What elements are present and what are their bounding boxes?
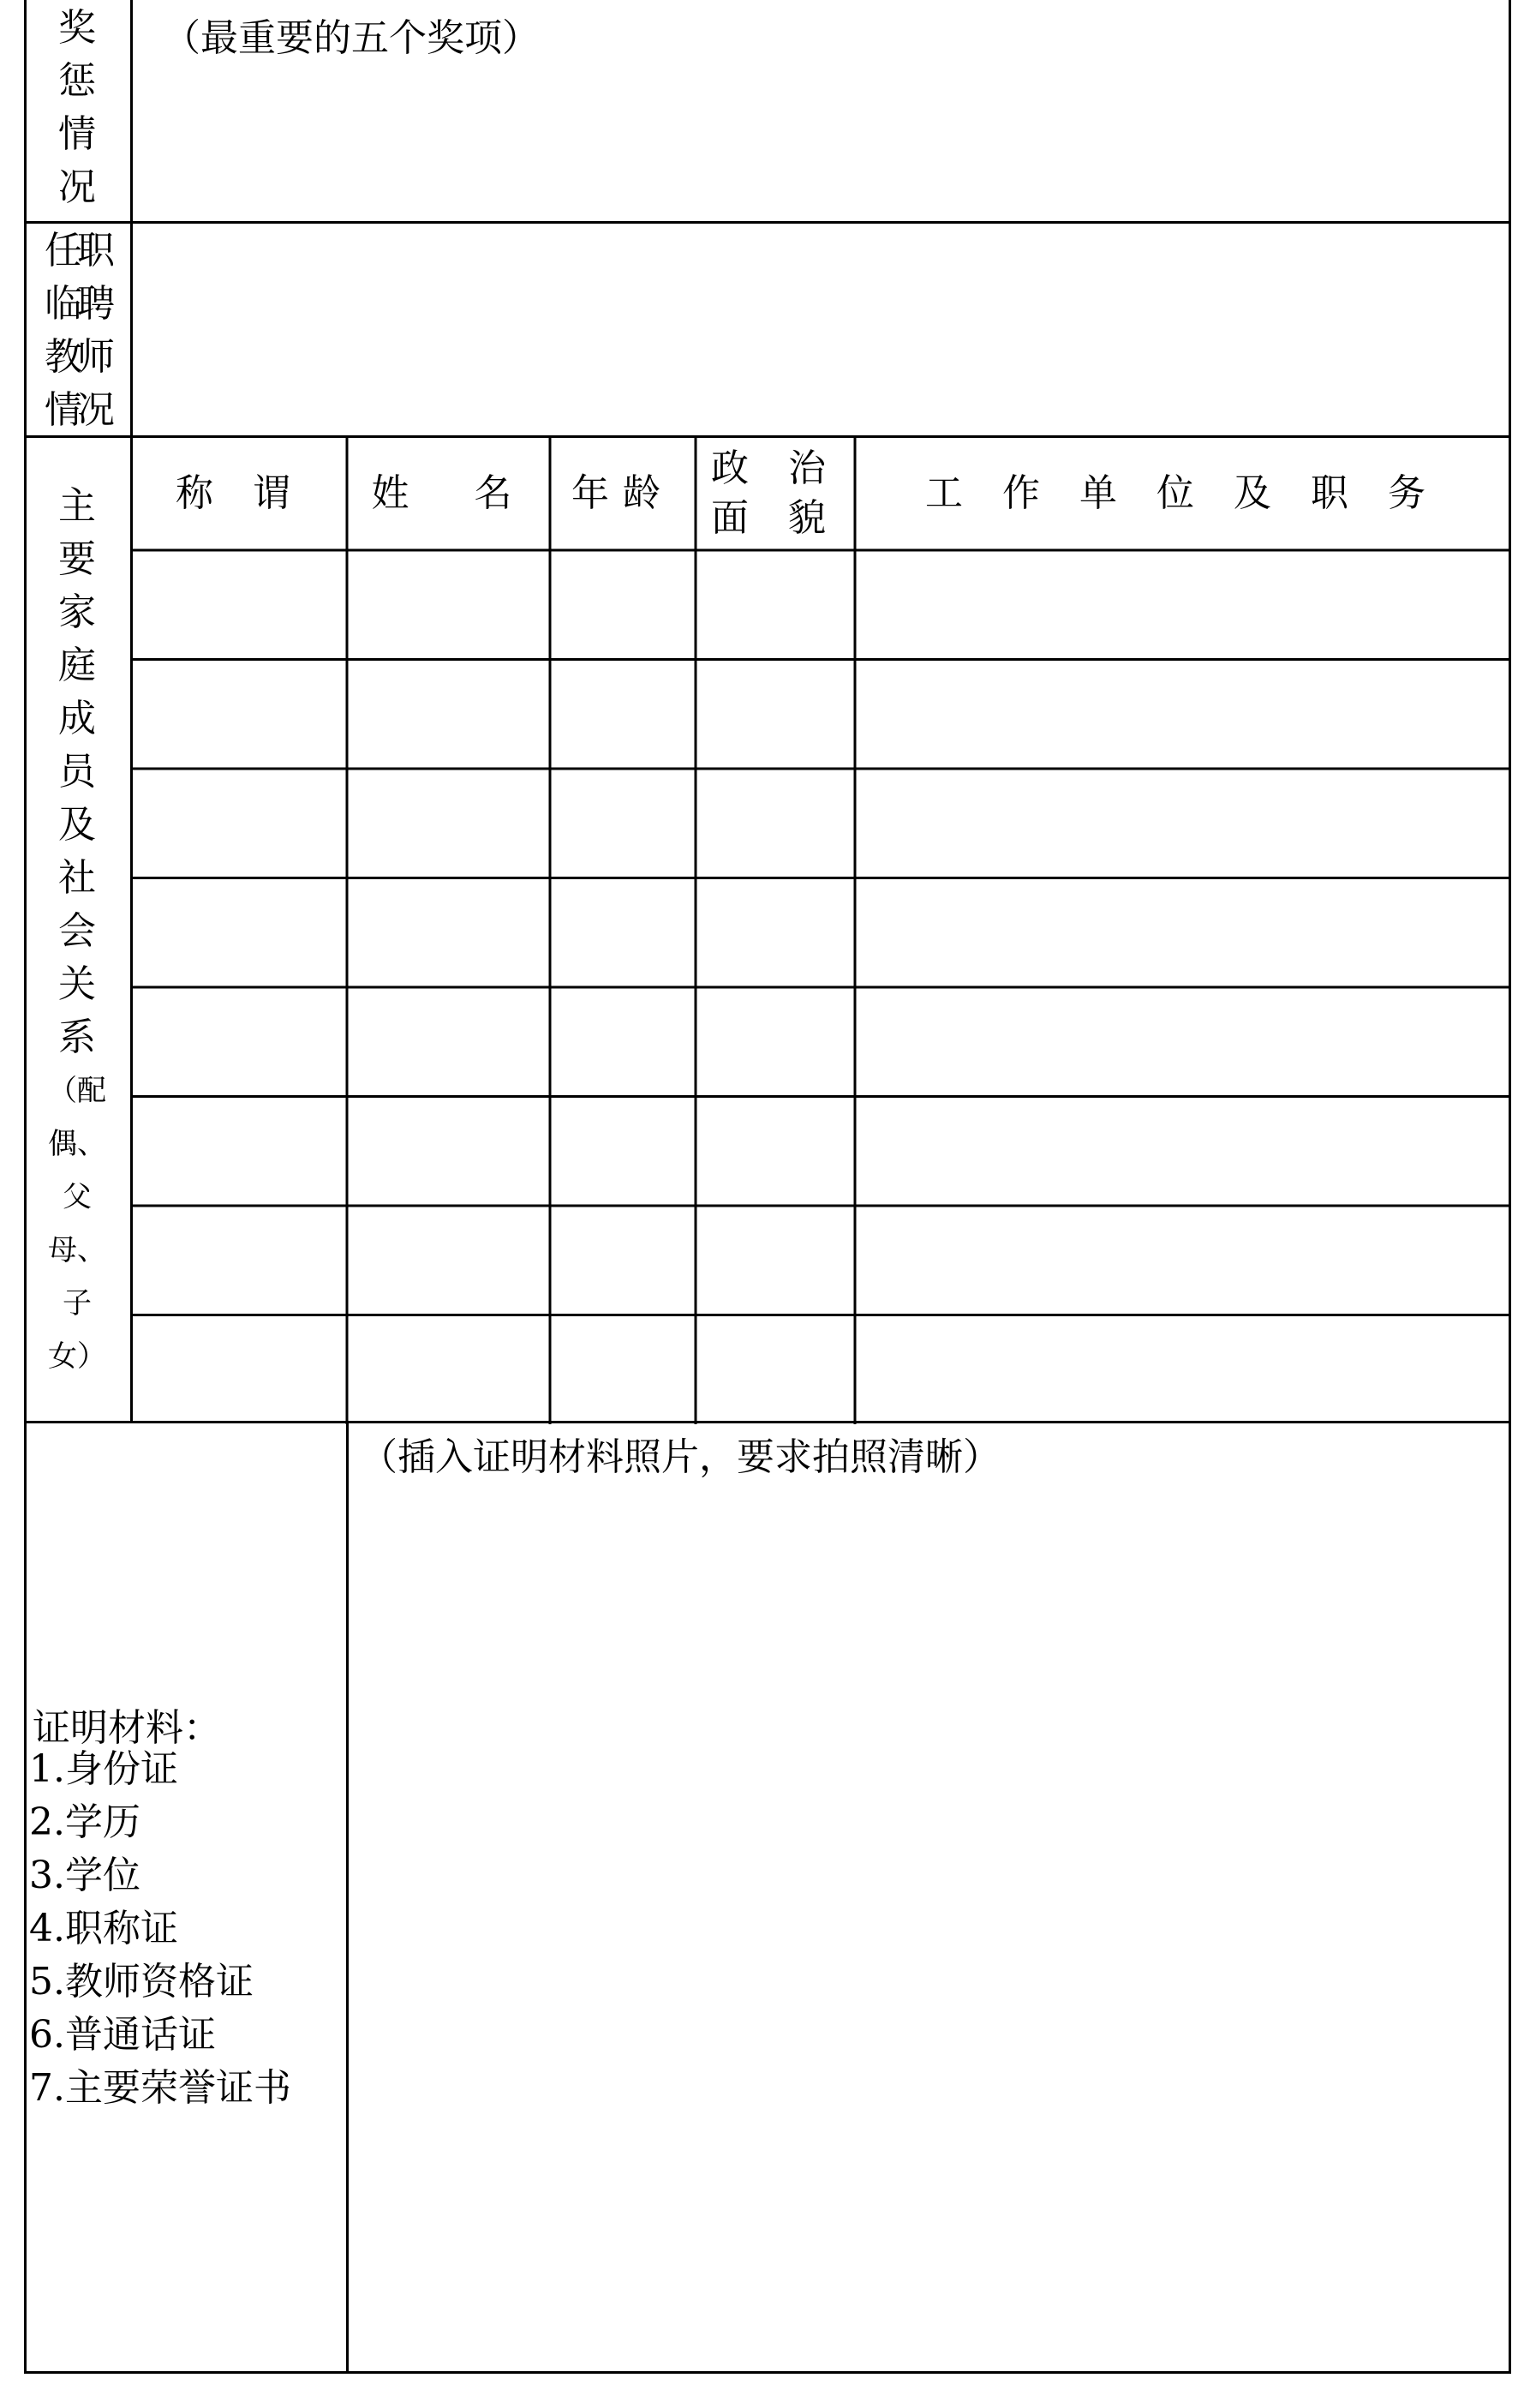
awards-note: （最重要的五个奖项）: [163, 16, 540, 60]
family-table-cell[interactable]: [135, 1099, 344, 1204]
family-col-header-2: 年龄: [571, 471, 674, 515]
family-table-cell[interactable]: [350, 1208, 547, 1313]
divider-proof-column: [346, 1423, 349, 2374]
family-table-cell[interactable]: [698, 1099, 852, 1204]
family-table-cell[interactable]: [135, 990, 344, 1094]
proof-list-item: 3.学位: [29, 1854, 140, 1897]
family-label-note-line-3: 母、: [48, 1233, 106, 1267]
family-col-header-4: 工 作 单 位 及 职 务: [925, 471, 1439, 515]
family-table-cell[interactable]: [858, 1318, 1507, 1423]
family-table-cell[interactable]: [698, 881, 852, 985]
proof-list-item: 2.学历: [29, 1800, 140, 1844]
family-table-cell[interactable]: [350, 1318, 547, 1423]
awards-label-char-2: 情: [58, 112, 96, 156]
proof-list-item: 7.主要荣誉证书: [29, 2066, 291, 2110]
family-col-header-0: 称 谓: [176, 471, 304, 515]
family-col-header-3: 政 治 面 貌: [711, 446, 840, 540]
post-label-line-2: 教师: [45, 335, 110, 379]
family-table-cell[interactable]: [135, 662, 344, 767]
family-table-cell[interactable]: [350, 1099, 547, 1204]
family-table-cell[interactable]: [698, 990, 852, 1094]
family-table-cell[interactable]: [698, 1208, 852, 1313]
family-table-cell[interactable]: [135, 771, 344, 876]
family-table-cell[interactable]: [350, 881, 547, 985]
family-label-char-5: 员: [58, 750, 96, 794]
post-label-line-0: 任职: [45, 229, 110, 273]
family-label-char-10: 系: [58, 1015, 96, 1059]
family-table-cell[interactable]: [553, 1208, 693, 1313]
family-label-char-1: 要: [58, 537, 96, 581]
family-table-cell[interactable]: [858, 1208, 1507, 1313]
family-table-cell[interactable]: [553, 881, 693, 985]
family-label-char-8: 会: [58, 909, 96, 953]
family-table-cell[interactable]: [698, 662, 852, 767]
family-table-cell[interactable]: [858, 553, 1507, 657]
proof-list-item: 5.教师资格证: [29, 1960, 254, 2004]
family-table-cell[interactable]: [698, 771, 852, 876]
family-table-cell[interactable]: [350, 553, 547, 657]
family-table-cell[interactable]: [350, 662, 547, 767]
family-label-note-line-5: 女）: [48, 1339, 106, 1374]
family-label-char-0: 主: [58, 484, 96, 528]
family-table-cell[interactable]: [858, 881, 1507, 985]
family-col-header-1: 姓 名: [371, 471, 526, 515]
family-table-cell[interactable]: [858, 662, 1507, 767]
family-label-char-3: 庭: [58, 644, 96, 687]
family-label-char-7: 社: [58, 856, 96, 900]
family-label-note-line-4: 子: [63, 1286, 92, 1321]
proof-list-item: 4.职称证: [29, 1907, 178, 1950]
awards-label-char-3: 况: [58, 165, 96, 209]
family-label-note-line-0: （配: [48, 1074, 106, 1108]
post-label-line-3: 情况: [45, 388, 110, 432]
family-table-cell[interactable]: [698, 553, 852, 657]
family-label-char-9: 关: [58, 962, 96, 1006]
family-table-cell[interactable]: [135, 1318, 344, 1423]
proof-list-item: 6.普通话证: [29, 2013, 216, 2057]
family-table-cell[interactable]: [553, 1318, 693, 1423]
family-table-cell[interactable]: [858, 771, 1507, 876]
family-table-cell[interactable]: [858, 1099, 1507, 1204]
family-table-cell[interactable]: [350, 771, 547, 876]
family-table-cell[interactable]: [553, 662, 693, 767]
proof-list: [29, 1743, 291, 2115]
awards-label-char-1: 惩: [58, 59, 96, 103]
family-table-cell[interactable]: [553, 990, 693, 1094]
family-table-cell[interactable]: [135, 553, 344, 657]
proof-title: 证明材料：: [33, 1706, 221, 1750]
family-table-cell[interactable]: [553, 1099, 693, 1204]
family-table-cell[interactable]: [858, 990, 1507, 1094]
post-label-line-1: 临聘: [45, 282, 110, 326]
family-label-note-line-2: 父: [63, 1180, 92, 1214]
proof-note: （插入证明材料照片，要求拍照清晰）: [360, 1435, 1001, 1479]
proof-photo-area[interactable]: [350, 1483, 1508, 2370]
family-table-cell[interactable]: [553, 771, 693, 876]
family-table-cell[interactable]: [135, 881, 344, 985]
family-table-cell[interactable]: [698, 1318, 852, 1423]
family-table-cell[interactable]: [350, 990, 547, 1094]
family-label-char-4: 成: [58, 697, 96, 740]
family-table-cell[interactable]: [135, 1208, 344, 1313]
family-table-cell[interactable]: [553, 553, 693, 657]
awards-label-char-0: 奖: [58, 6, 96, 50]
family-label-char-2: 家: [58, 590, 96, 634]
proof-list-item: 1.身份证: [29, 1747, 178, 1791]
family-label-char-6: 及: [58, 803, 96, 847]
family-label-note-line-1: 偶、: [48, 1127, 106, 1161]
